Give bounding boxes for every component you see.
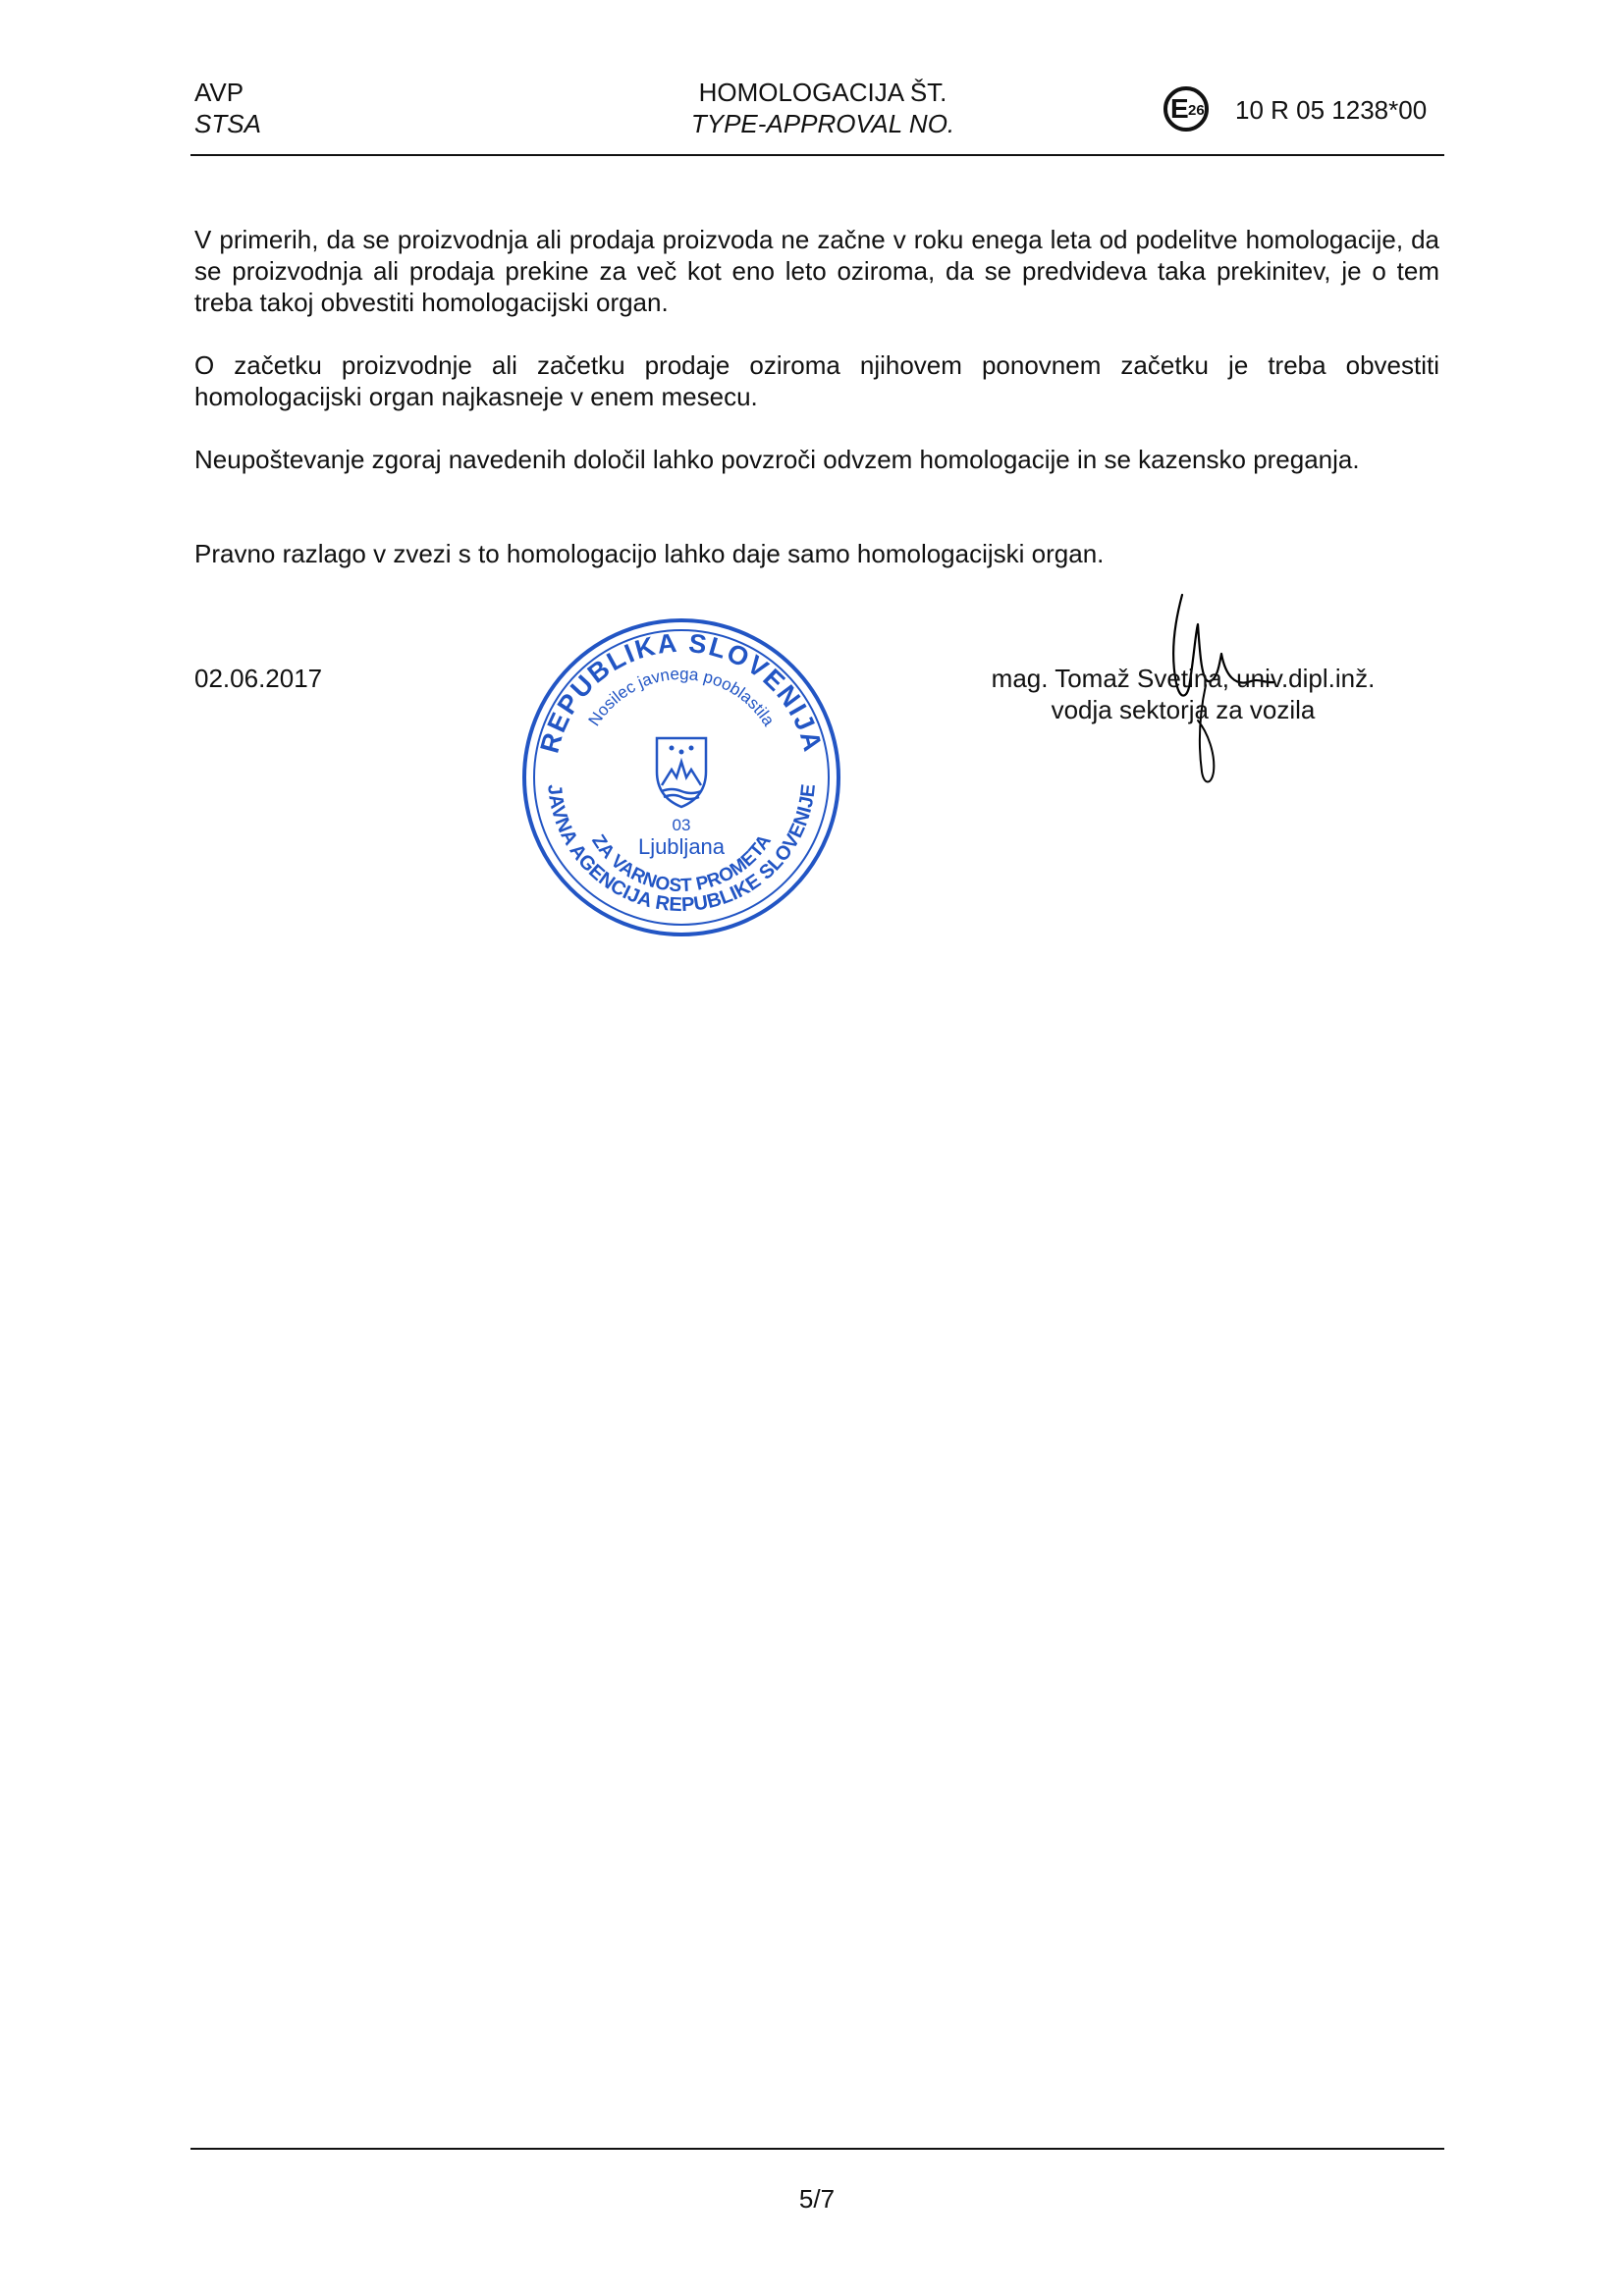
header-org-line2: STSA [194, 109, 261, 138]
signatory-name: mag. Tomaž Svetina, univ.dipl.inž. [991, 664, 1376, 693]
coat-of-arms-icon [657, 738, 706, 807]
official-stamp [516, 613, 846, 942]
header-org-line1: AVP [194, 78, 244, 107]
stamp-text-bottom: JAVNA AGENCIJA REPUBLIKE SLOVENIJE [543, 782, 820, 917]
header-title-line2: TYPE-APPROVAL NO. [690, 109, 955, 138]
e-mark-letter: E [1170, 93, 1189, 124]
page-number: 5/7 [798, 2184, 836, 2214]
paragraph-start-notice: O začetku proizvodnje ali začetku prodaje oziroma njihovem ponovnem začetku je treba obvestiti homologacijski organ najkasneje v enem mesecu. [194, 350, 1439, 411]
stamp-text-inner-bottom: ZA VARNOST PROMETA [587, 830, 776, 897]
header-divider [190, 154, 1444, 156]
paragraph-production-notice: V primerih, da se proizvodnja ali prodaja proizvoda ne začne v roku enega leta od podelitve homologacije, da se proizvodnja ali prodaja prekine za več kot eno leto oziroma, da se predvideva taka prekinitev, je o tem treba takoj obvestiti homologacijski organ. [194, 225, 1439, 317]
issue-date: 02.06.2017 [194, 664, 323, 693]
stamp-number: 03 [672, 816, 691, 834]
stamp-city: Ljubljana [637, 834, 726, 859]
paragraph-penalty: Neupoštevanje zgoraj navedenih določil lahko povzroči odvzem homologacije in se kazensko preganja. [194, 445, 1360, 474]
paragraph-legal-interpretation: Pravno razlago v zvezi s to homologacijo lahko daje samo homologacijski organ. [194, 539, 1105, 568]
approval-number: 10 R 05 1238*00 [1235, 95, 1428, 125]
stamp-text-inner-top: Nosilec javnega pooblastila [584, 664, 779, 729]
e-approval-mark [1163, 86, 1209, 132]
e-mark-country-number: 26 [1188, 102, 1205, 119]
header-title-line1: HOMOLOGACIJA ŠT. [698, 78, 947, 107]
stamp-text-top: REPUBLIKA SLOVENIJA [534, 627, 829, 757]
coat-of-arms-stars-icon [670, 746, 694, 755]
footer-divider [190, 2148, 1444, 2150]
signatory-role: vodja sektorja za vozila [1051, 695, 1316, 724]
